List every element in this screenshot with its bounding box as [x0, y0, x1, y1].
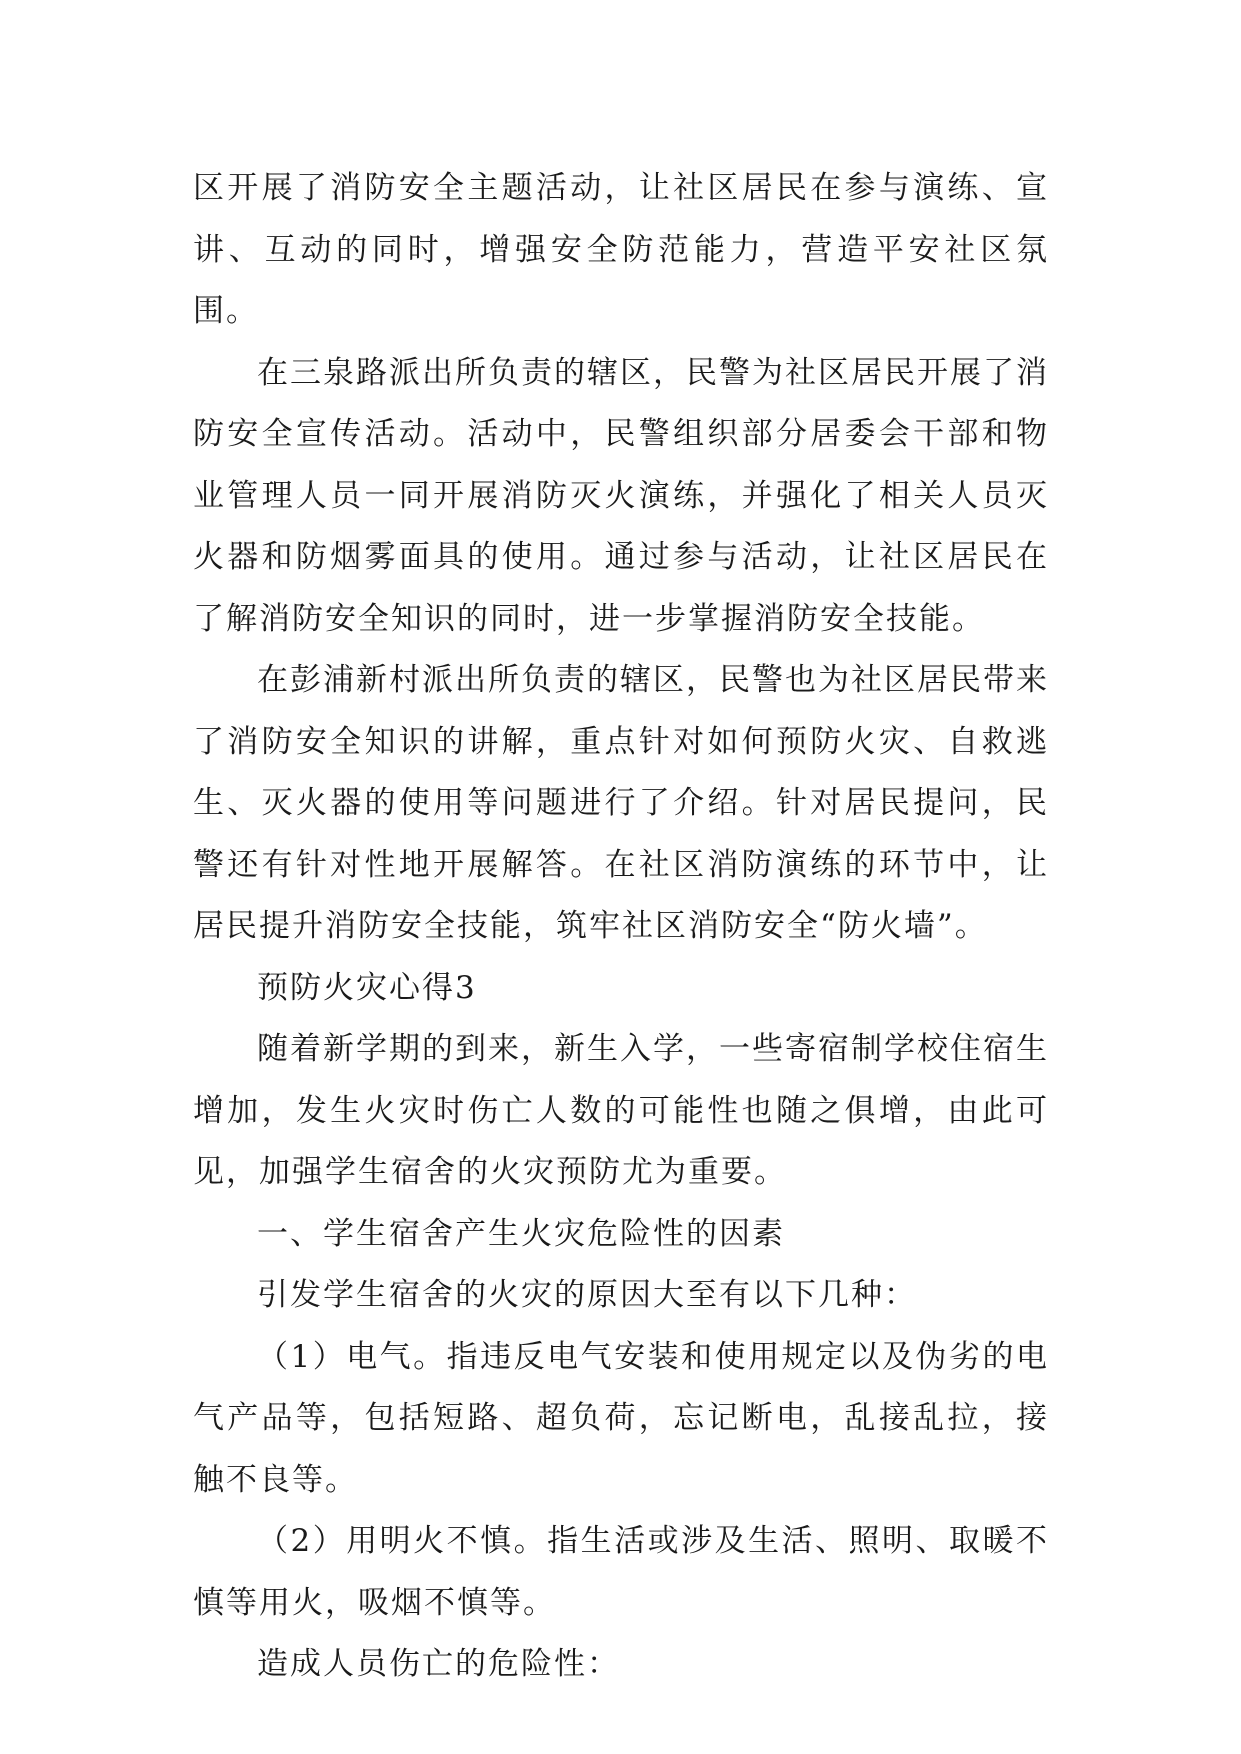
paragraph-continuation: 区开展了消防安全主题活动，让社区居民在参与演练、宣讲、互动的同时，增强安全防范能力，营造平安社区氛围。	[193, 170, 1049, 329]
paragraph-causes-intro: 引发学生宿舍的火灾的原因大至有以下几种：	[257, 1277, 917, 1313]
paragraph-new-semester: 随着新学期的到来，新生入学，一些寄宿制学校住宿生增加，发生火灾时伤亡人数的可能性也随之俱增，由此可见，加强学生宿舍的火灾预防尤为重要。	[193, 1031, 1049, 1190]
section-heading: 预防火灾心得3	[257, 969, 477, 1006]
paragraph-pengpu-village: 在彭浦新村派出所负责的辖区，民警也为社区居民带来了消防安全知识的讲解，重点针对如何预防火灾、自救逃生、灭火器的使用等问题进行了介绍。针对居民提问，民警还有针对性地开展解答。在社区消防演练的环节中，让居民提升消防安全技能，筑牢社区消防安全“防火墙”。	[193, 662, 1049, 944]
list-item-electrical: （1）电气。指违反电气安装和使用规定以及伪劣的电气产品等，包括短路、超负荷，忘记断电，乱接乱拉，接触不良等。	[193, 1338, 1049, 1498]
paragraph-sanquan-road: 在三泉路派出所负责的辖区，民警为社区居民开展了消防安全宣传活动。活动中，民警组织部分居委会干部和物业管理人员一同开展消防灭火演练，并强化了相关人员灭火器和防烟雾面具的使用。通过参与活动，让社区居民在了解消防安全知识的同时，进一步掌握消防安全技能。	[193, 354, 1049, 637]
paragraph-casualty-risk: 造成人员伤亡的危险性：	[257, 1646, 620, 1682]
document-body	[193, 158, 1049, 1696]
list-item-open-flame: （2）用明火不慎。指生活或涉及生活、照明、取暖不慎等用火，吸烟不慎等。	[193, 1523, 1049, 1621]
subheading-risk-factors: 一、学生宿舍产生火灾危险性的因素	[257, 1215, 785, 1252]
